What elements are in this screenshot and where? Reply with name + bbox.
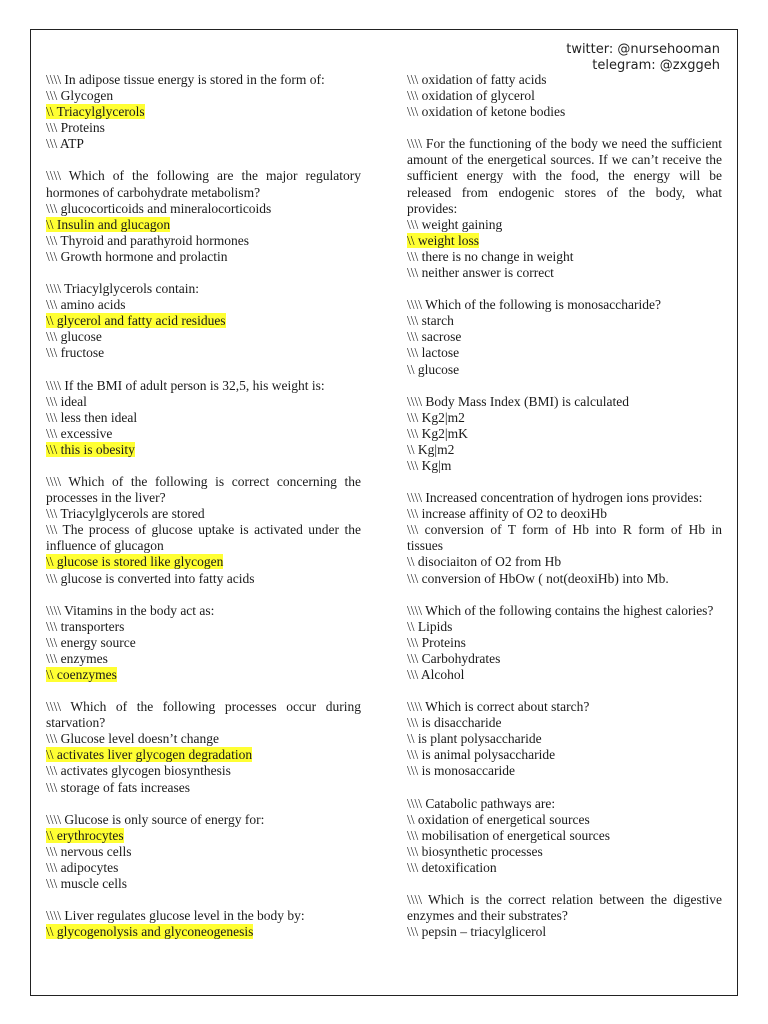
answer-option: [46, 860, 361, 876]
answer-option: [46, 828, 361, 844]
answer-option-text: \\\ amino acids: [46, 297, 126, 313]
question-text: \\\\ Liver regulates glucose level in the body by:: [46, 908, 305, 924]
question-block: [407, 72, 722, 120]
question-text: \\\\ For the functioning of the body we need the sufficient amount of the energetical sources. If we can’t receive the sufficient energy with the food, the energy will be released from endogenic stores of the body, what provides:: [407, 136, 722, 216]
answer-option: [407, 651, 722, 667]
answer-option: [46, 780, 361, 796]
answer-option: [46, 136, 361, 152]
answer-option-text: \\\ nervous cells: [46, 843, 132, 859]
answer-option: [46, 924, 361, 940]
answer-option-text: \\\ conversion of T form of Hb into R form of Hb in tissues: [407, 522, 722, 554]
answer-option: [407, 426, 722, 442]
answer-option: [407, 265, 722, 281]
answer-option: [46, 410, 361, 426]
answer-option: [407, 747, 722, 763]
answer-option: [46, 876, 361, 892]
answer-option-text: \\\ Proteins: [46, 120, 105, 136]
answer-option: [407, 104, 722, 120]
answer-option-text: \\\ weight gaining: [407, 216, 503, 232]
correct-answer-highlight: \\ glucose is stored like glycogen: [46, 554, 224, 570]
answer-option-text: \\\ ATP: [46, 136, 84, 152]
question-text: \\\\ Which is the correct relation between the digestive enzymes and their substrates?: [407, 892, 722, 924]
answer-option-text: \\\ Kg2|mK: [407, 425, 468, 441]
answer-option-text: \\\ there is no change in weight: [407, 248, 574, 264]
answer-option: [46, 522, 361, 554]
answer-option-text: \\\ muscle cells: [46, 876, 127, 892]
right-column: [407, 72, 722, 956]
correct-answer-highlight: \\ glycogenolysis and glyconeogenesis: [46, 924, 254, 940]
answer-option: [46, 120, 361, 136]
answer-option: [407, 619, 722, 635]
answer-option-text: \\\ energy source: [46, 634, 136, 650]
answer-option: [407, 217, 722, 233]
answer-option: [407, 554, 722, 570]
answer-option-text: \\\ fructose: [46, 345, 105, 361]
answer-option-text: \\\ oxidation of glycerol: [407, 88, 535, 104]
question-text: \\\\ If the BMI of adult person is 32,5, his weight is:: [46, 377, 325, 393]
answer-option-text: \\ is plant polysaccharide: [407, 731, 542, 747]
answer-option: [407, 844, 722, 860]
answer-option-text: \\\ Triacylglycerols are stored: [46, 506, 205, 522]
question-block: [46, 474, 361, 587]
question-text: \\\\ Body Mass Index (BMI) is calculated: [407, 393, 629, 409]
twitter-handle: twitter: @nursehooman: [566, 42, 720, 57]
answer-option-text: \\\ detoxification: [407, 859, 497, 875]
answer-option-text: \\\ Glucose level doesn’t change: [46, 731, 219, 747]
question-block: [46, 699, 361, 796]
answer-option: [407, 812, 722, 828]
question-text: \\\\ Catabolic pathways are:: [407, 795, 556, 811]
answer-option: [46, 844, 361, 860]
answer-option: [46, 297, 361, 313]
answer-option: [407, 313, 722, 329]
answer-option-text: \\\ The process of glucose uptake is activated under the influence of glucagon: [46, 522, 361, 554]
answer-option: [407, 72, 722, 88]
correct-answer-highlight: \\ glycerol and fatty acid residues: [46, 313, 226, 329]
question-block: [407, 394, 722, 474]
question-block: [407, 136, 722, 281]
answer-option: [407, 233, 722, 249]
answer-option: [407, 667, 722, 683]
question-block: [46, 72, 361, 152]
answer-option-text: \\\ storage of fats increases: [46, 779, 190, 795]
answer-option-text: \\ disociaiton of O2 from Hb: [407, 554, 562, 570]
answer-option: [407, 731, 722, 747]
question-block: [46, 168, 361, 265]
answer-option: [46, 345, 361, 361]
answer-option: [46, 763, 361, 779]
answer-option-text: \\\ Proteins: [407, 634, 466, 650]
answer-option: [407, 571, 722, 587]
answer-option: [407, 828, 722, 844]
answer-option-text: \\\ Growth hormone and prolactin: [46, 248, 228, 264]
answer-option-text: \\\ Thyroid and parathyroid hormones: [46, 232, 249, 248]
question-text: \\\\ In adipose tissue energy is stored in the form of:: [46, 72, 325, 87]
correct-answer-highlight: \\ Insulin and glucagon: [46, 216, 171, 232]
answer-option-text: \\\ increase affinity of O2 to deoxiHb: [407, 506, 607, 522]
correct-answer-highlight: \\ Triacylglycerols: [46, 104, 145, 120]
answer-option-text: \\\ transporters: [46, 618, 125, 634]
question-text: \\\\ Which of the following is monosaccharide?: [407, 297, 661, 313]
answer-option-text: \\ glucose: [407, 361, 460, 377]
answer-option-text: \\\ excessive: [46, 425, 113, 441]
answer-option-text: \\\ starch: [407, 313, 454, 329]
correct-answer-highlight: \\ weight loss: [407, 232, 480, 248]
answer-option: [46, 88, 361, 104]
answer-option: [46, 731, 361, 747]
question-block: [46, 378, 361, 458]
answer-option-text: \\\ mobilisation of energetical sources: [407, 827, 610, 843]
answer-option-text: \\\ enzymes: [46, 650, 108, 666]
answer-option-text: \\\ is disaccharide: [407, 715, 502, 731]
answer-option-text: \\\ less then ideal: [46, 409, 138, 425]
answer-option-text: \\ oxidation of energetical sources: [407, 811, 590, 827]
question-block: [407, 796, 722, 876]
question-block: [407, 297, 722, 377]
answer-option: [46, 667, 361, 683]
correct-answer-highlight: \\ coenzymes: [46, 667, 117, 682]
answer-option-text: \\\ glucose: [46, 329, 102, 345]
answer-option-text: \\\ is animal polysaccharide: [407, 747, 556, 763]
answer-option-text: \\\ lactose: [407, 345, 460, 361]
answer-option: [407, 249, 722, 265]
answer-option-text: \\\ Glycogen: [46, 88, 114, 104]
answer-option: [46, 635, 361, 651]
question-text: \\\\ Which of the following is correct concerning the processes in the liver?: [46, 473, 361, 506]
question-text: \\\\ Which of the following contains the highest calories?: [407, 602, 714, 618]
answer-option: [46, 571, 361, 587]
correct-answer-highlight: \\ activates liver glycogen degradation: [46, 747, 253, 763]
author-handles: [566, 42, 720, 74]
answer-option: [46, 426, 361, 442]
answer-option: [46, 747, 361, 763]
answer-option-text: \\\ is monosaccaride: [407, 763, 515, 779]
answer-option-text: \\\ neither answer is correct: [407, 265, 554, 281]
answer-option-text: \\\ glucocorticoids and mineralocorticoids: [46, 200, 272, 216]
answer-option: [407, 329, 722, 345]
answer-option: [46, 329, 361, 345]
answer-option: [407, 860, 722, 876]
question-text: \\\\ Increased concentration of hydrogen ions provides:: [407, 490, 703, 506]
question-text: \\\\ Vitamins in the body act as:: [46, 602, 215, 618]
answer-option: [46, 233, 361, 249]
correct-answer-highlight: \\\ this is obesity: [46, 441, 135, 457]
answer-option-text: \\\ sacrose: [407, 329, 462, 345]
answer-option-text: \\\ Alcohol: [407, 667, 465, 682]
answer-option-text: \\\ glucose is converted into fatty acids: [46, 570, 255, 586]
question-block: [407, 699, 722, 779]
question-block: [407, 603, 722, 683]
answer-option-text: \\\ activates glycogen biosynthesis: [46, 763, 231, 779]
answer-option: [46, 104, 361, 120]
answer-option-text: \\\ oxidation of fatty acids: [407, 72, 547, 87]
answer-option: [407, 345, 722, 361]
answer-option: [46, 651, 361, 667]
answer-option-text: \\ Kg|m2: [407, 441, 455, 457]
answer-option: [407, 442, 722, 458]
answer-option: [46, 249, 361, 265]
answer-option-text: \\\ Carbohydrates: [407, 650, 501, 666]
question-text: \\\\ Glucose is only source of energy for:: [46, 811, 265, 827]
answer-option: [407, 763, 722, 779]
question-block: [46, 603, 361, 683]
question-block: [407, 892, 722, 940]
answer-option-text: \\ Lipids: [407, 618, 453, 634]
answer-option: [407, 522, 722, 554]
answer-option-text: \\\ pepsin – triacylglicerol: [407, 924, 547, 940]
answer-option-text: \\\ conversion of HbOw ( not(deoxiHb) into Mb.: [407, 570, 669, 586]
answer-option: [46, 554, 361, 570]
question-block: [46, 812, 361, 892]
question-block: [407, 490, 722, 587]
telegram-handle: telegram: @zxggeh: [592, 58, 720, 73]
answer-option-text: \\\ oxidation of ketone bodies: [407, 104, 566, 120]
answer-option-text: \\\ ideal: [46, 393, 87, 409]
correct-answer-highlight: \\ erythrocytes: [46, 827, 124, 843]
answer-option-text: \\\ adipocytes: [46, 859, 119, 875]
answer-option-text: \\\ Kg|m: [407, 457, 452, 473]
answer-option: [407, 715, 722, 731]
answer-option: [407, 458, 722, 474]
question-block: [46, 281, 361, 361]
answer-option: [46, 394, 361, 410]
answer-option: [46, 619, 361, 635]
answer-option-text: \\\ biosynthetic processes: [407, 843, 543, 859]
answer-option-text: \\\ Kg2|m2: [407, 409, 465, 425]
answer-option: [46, 201, 361, 217]
answer-option: [407, 410, 722, 426]
answer-option: [407, 506, 722, 522]
question-text: \\\\ Triacylglycerols contain:: [46, 281, 199, 297]
answer-option: [407, 635, 722, 651]
question-text: \\\\ Which is correct about starch?: [407, 699, 590, 715]
answer-option: [46, 506, 361, 522]
question-text: \\\\ Which of the following processes occur during starvation?: [46, 699, 361, 731]
left-column: [46, 72, 361, 956]
question-block: [46, 908, 361, 940]
answer-option: [407, 362, 722, 378]
answer-option: [46, 313, 361, 329]
answer-option: [407, 88, 722, 104]
answer-option: [46, 217, 361, 233]
question-text: \\\\ Which of the following are the major regulatory hormones of carbohydrate metabolism?: [46, 168, 361, 200]
answer-option: [407, 924, 722, 940]
answer-option: [46, 442, 361, 458]
